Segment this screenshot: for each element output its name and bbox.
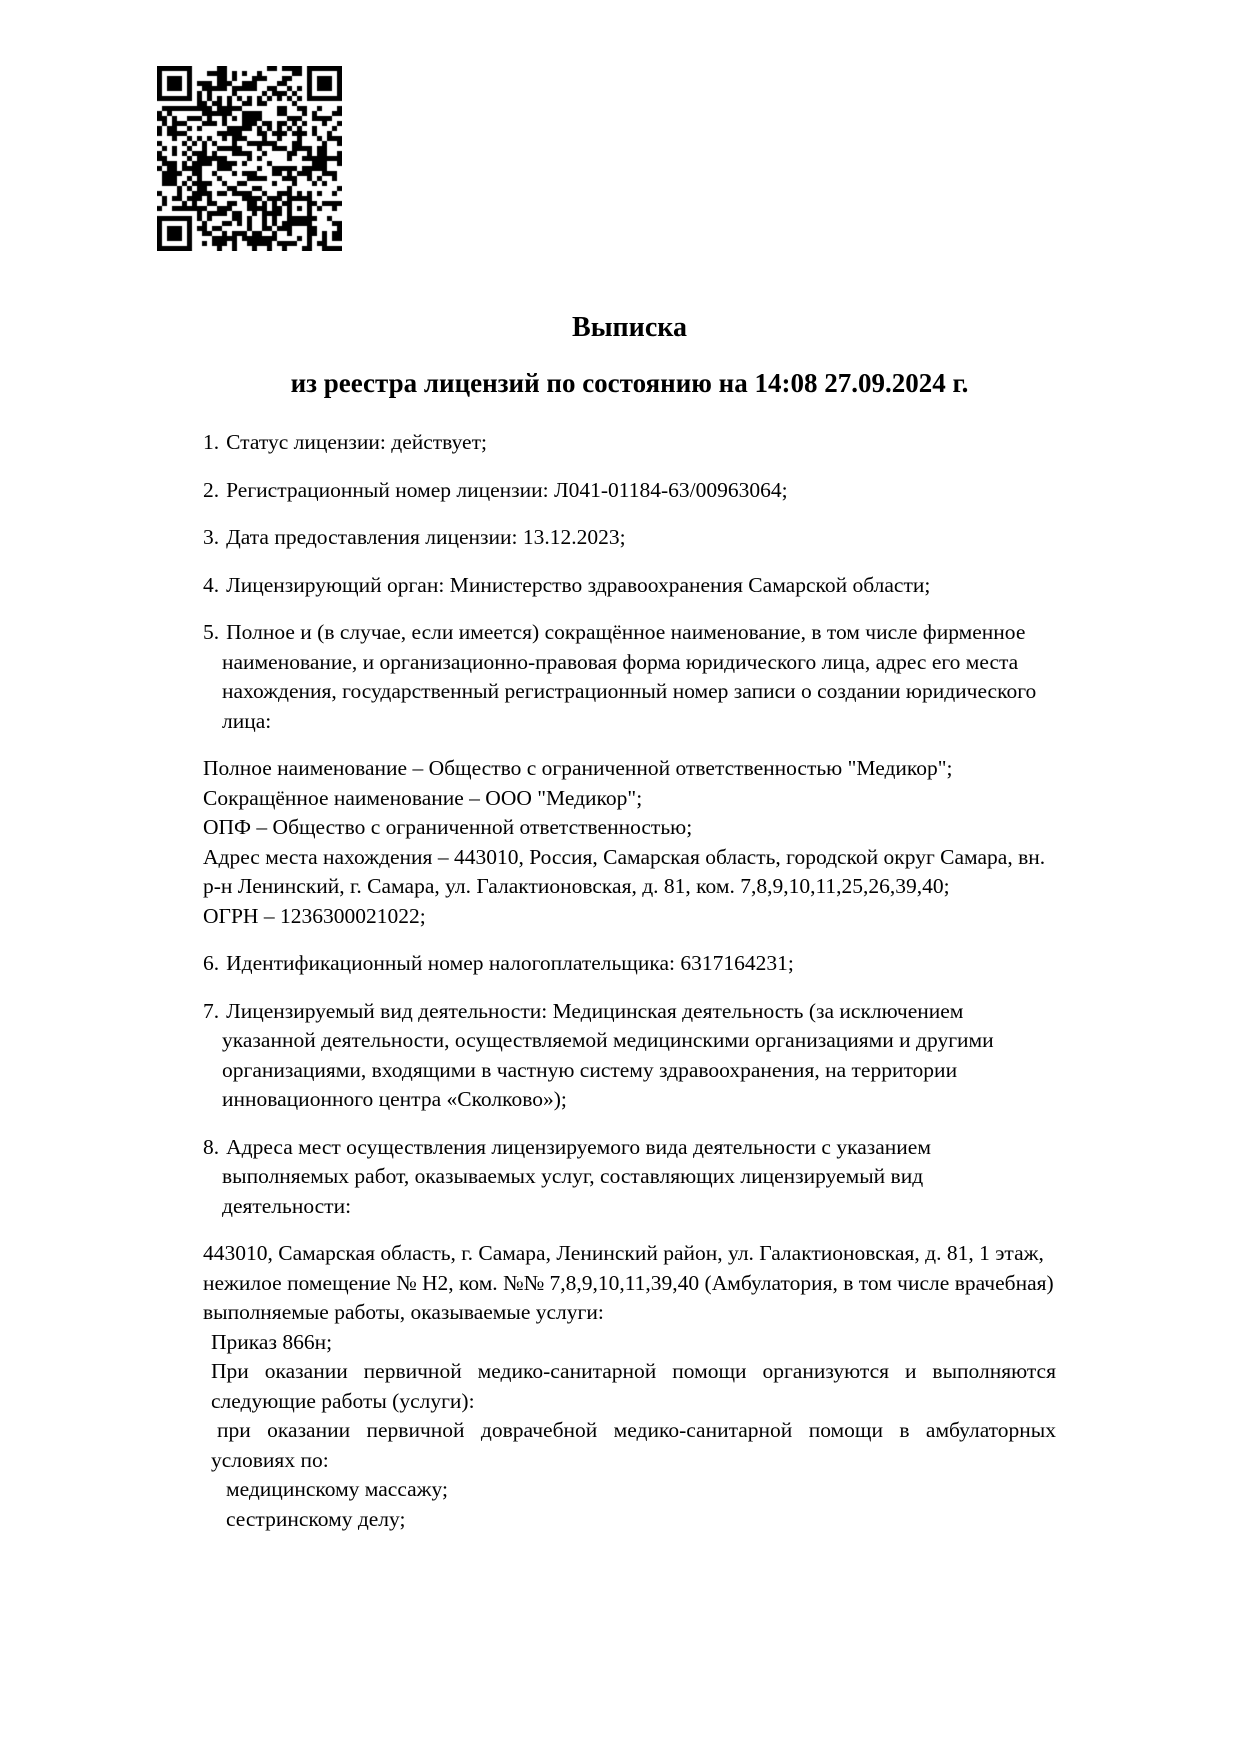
item-license-status <box>203 428 1056 458</box>
item-text: Дата предоставления лицензии: 13.12.2023; <box>226 525 626 549</box>
entity-legal-form: ОПФ – Общество с ограниченной ответственностью; <box>203 815 693 839</box>
pre-medical-intro: при оказании первичной доврачебной медико-санитарной помощи в амбулаторных условиях по: <box>211 1418 1056 1472</box>
entity-details-block <box>203 754 1056 931</box>
activity-address-block <box>203 1239 1056 1534</box>
item-text: Адреса мест осуществления лицензируемого вида деятельности с указанием выполняемых работ, оказываемых услуг, составляющих лицензируемый вид деятельности: <box>222 1134 931 1218</box>
primary-care-intro: При оказании первичной медико-санитарной помощи организуются и выполняются следующие работы (услуги): <box>211 1359 1056 1413</box>
entity-ogrn: ОГРН – 1236300021022; <box>203 903 426 928</box>
service-medical-massage: медицинскому массажу; <box>226 1477 448 1501</box>
item-text: Статус лицензии: действует; <box>226 430 487 454</box>
item-number: 3. <box>203 525 220 549</box>
item-activity-addresses-heading <box>203 1133 1056 1222</box>
item-grant-date <box>203 523 1056 553</box>
activity-address: 443010, Самарская область, г. Самара, Ленинский район, ул. Галактионовская, д. 81, 1 этаж, нежилое помещение № Н2, ком. №№ 7,8,9,10,11,39,40 (Амбулатория, в том числе врачебная) <box>203 1241 1054 1295</box>
item-text: Лицензируемый вид деятельности: Медицинская деятельность (за исключением указанной деятельности, осуществляемой медицинскими организациями и другими организациями, входящими в частную систему здравоохранения, на территории инновационного центра «Сколково»); <box>222 998 994 1111</box>
item-licensing-authority <box>203 571 1056 601</box>
item-number: 5. <box>203 620 220 644</box>
item-text: Полное и (в случае, если имеется) сокращённое наименование, в том числе фирменное наименование, и организационно-правовая форма юридического лица, адрес его места нахождения, государственный регистрационный номер записи о создании юридического лица: <box>222 620 1037 733</box>
item-number: 6. <box>203 951 220 975</box>
service-nursing: сестринскому делу; <box>226 1506 406 1531</box>
entity-address: Адрес места нахождения – 443010, Россия, Самарская область, городской округ Самара, вн. р-н Ленинский, г. Самара, ул. Галактионовская, д. 81, ком. 7,8,9,10,11,25,26,39,40; <box>203 844 1046 898</box>
document-content <box>203 0 1056 1552</box>
item-number: 8. <box>203 1134 220 1159</box>
item-registration-number <box>203 476 1056 506</box>
entity-full-name: Полное наименование – Общество с ограниченной ответственностью "Медикор"; <box>203 756 953 780</box>
item-number: 7. <box>203 998 220 1023</box>
item-taxpayer-number <box>203 949 1056 979</box>
item-number: 4. <box>203 572 220 597</box>
item-text: Регистрационный номер лицензии: Л041-01184-63/00963064; <box>226 477 788 502</box>
item-licensed-activity <box>203 997 1056 1115</box>
item-number: 2. <box>203 477 220 502</box>
item-entity-name-heading <box>203 618 1056 736</box>
works-intro: выполняемые работы, оказываемые услуги: <box>203 1300 604 1324</box>
item-text: Идентификационный номер налогоплательщика: 6317164231; <box>226 951 794 975</box>
license-items-list <box>203 428 1056 1534</box>
document-subtitle: из реестра лицензий по состоянию на 14:08 27.09.2024 г. <box>290 368 969 398</box>
document-title: Выписка <box>572 312 687 343</box>
item-number: 1. <box>203 430 220 454</box>
order-reference: Приказ 866н; <box>211 1329 333 1354</box>
item-text: Лицензирующий орган: Министерство здравоохранения Самарской области; <box>226 572 931 597</box>
entity-short-name: Сокращённое наименование – ООО "Медикор"; <box>203 785 643 810</box>
